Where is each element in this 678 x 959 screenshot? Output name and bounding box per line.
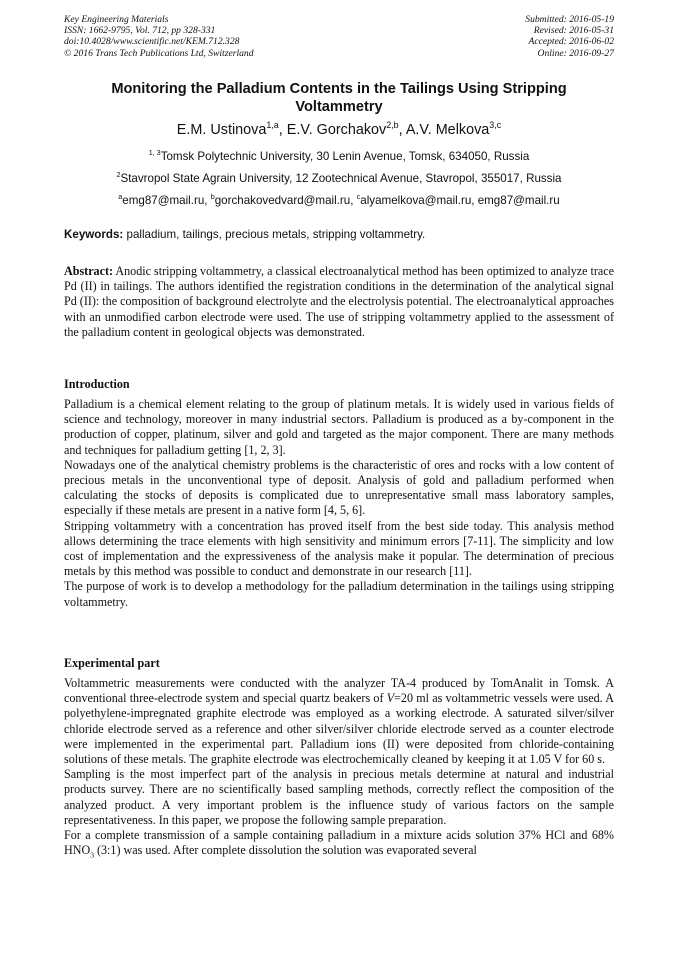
journal-copyright: © 2016 Trans Tech Publications Ltd, Switzerland [64, 47, 254, 59]
experimental-p1-part-b: =20 ml as voltammetric vessels were used. A polyethylene-impregnated graphite electrode was employed as a working electrode. A saturated silver/silver chloride electrode served as a reference and other silver/silver chloride electrode served as a counter electrode were implemented in the experimental part. Palladium ions (II) were deposited from chloride-containing solutions of these metals. The graphite electrode was electrochemically cleaned by keeping it at 1.05 V for 60 s. [64, 691, 614, 767]
author-emails [0, 194, 678, 207]
journal-doi: doi:10.4028/www.scientific.net/KEM.712.328 [64, 36, 240, 48]
introduction-body [64, 397, 614, 610]
experimental-p1-part-a: Voltammetric measurements were conducted with the analyzer TA-4 produced by TomAnalit in Tomsk. A conventional three-electrode system and special quartz beakers of [64, 676, 614, 706]
email-b: gorchakovedvard@mail.ru, [214, 194, 357, 207]
affiliation-1 [0, 150, 678, 163]
introduction-heading: Introduction [64, 377, 130, 391]
journal-name: Key Engineering Materials [64, 14, 169, 25]
experimental-paragraph-1 [64, 676, 614, 767]
keywords-label: Keywords: [64, 228, 124, 241]
author-3: A.V. Melkova [405, 122, 490, 138]
email-c: alyamelkova@mail.ru, emg87@mail.ru [360, 194, 560, 207]
email-b-mark: b [210, 192, 215, 202]
date-revised: Revised: 2016-05-31 [533, 25, 614, 37]
experimental-paragraph-3 [64, 828, 614, 858]
affiliation-2-text: Stavropol State Agrain University, 12 Zootechnical Avenue, Stavropol, 355017, Russia [120, 172, 562, 185]
introduction-paragraph-2: Nowadays one of the analytical chemistry problems is the characteristic of ores and rocks with a low content of precious metals in the unconventional type of deposit. Analysis of gold and palladium performed when calculating the stocks of deposits is complicated due to unrepresentative small mass laboratory samples, especially if these metals are present in a native form [4, 5, 6]. [64, 457, 614, 518]
author-1: E.M. Ustinova [176, 122, 267, 138]
experimental-heading: Experimental part [64, 656, 160, 670]
author-1-affiliation-mark: 1,a [266, 120, 279, 131]
abstract-text: Anodic stripping voltammetry, a classical electroanalytical method has been optimized to analyze trace Pd (II) in tailings. The authors identified the registration conditions in the determination of the analytical signal Pd (II): the composition of background electrolyte and the electrolysis potential. The electroanalytical approaches with an unmodified carbon electrode were used. The use of stripping voltammetry applied to the assessment of the palladium content in geological objects was demonstrated. [64, 264, 614, 339]
keywords-text: palladium, tailings, precious metals, stripping voltammetry. [123, 228, 426, 241]
affiliation-1-text: Tomsk Polytechnic University, 30 Lenin Avenue, Tomsk, 634050, Russia [160, 150, 530, 163]
title-line-2: Voltammetry [295, 99, 383, 115]
experimental-paragraph-2: Sampling is the most imperfect part of the analysis in precious metals determine at natural and industrial products survey. There are no scientifically based sampling methods, correctly reflect the composition of the analyzed product. A very important problem is the influence study of various factors on the sample representativeness. In this paper, we propose the following sample preparation. [64, 767, 614, 827]
title-line-1: Monitoring the Palladium Contents in the Tailings Using Stripping [111, 81, 567, 97]
email-a-mark: a [118, 192, 123, 202]
email-a: emg87@mail.ru, [122, 194, 211, 207]
experimental-p3-part-b: (3:1) was used. After complete dissolution the solution was evaporated several [93, 843, 477, 858]
abstract-label: Abstract: [64, 264, 114, 278]
author-2-affiliation-mark: 2,b [386, 120, 399, 131]
date-online: Online: 2016-09-27 [537, 47, 614, 59]
introduction-paragraph-1: Palladium is a chemical element relating to the group of platinum metals. It is widely used in various fields of science and technology, moreover in many industrial sectors. Palladium is produced as a by-component in the production of copper, platinum, silver and gold and targeted as the major component. There are many methods and techniques for palladium getting [1, 2, 3]. [64, 397, 614, 457]
abstract [64, 264, 614, 340]
journal-info [64, 14, 254, 59]
journal-issn: ISSN: 1662-9795, Vol. 712, pp 328-331 [64, 25, 216, 37]
volume-variable: V [386, 691, 395, 706]
paper-title [64, 80, 614, 116]
affiliation-1-mark: 1, 3 [148, 148, 161, 158]
author-list: E.M. Ustinova$^{1,a}$, E.V. Gorchakov$^{2,b}$, A.V. Melkova$^{3,c}$ [176, 120, 502, 138]
publication-dates [525, 14, 614, 59]
author-2: E.V. Gorchakov [286, 122, 387, 138]
introduction-paragraph-4: The purpose of work is to develop a methodology for the palladium determination in the tailings using stripping voltammetry. [64, 579, 614, 609]
affiliation-2-mark: 2 [116, 170, 121, 180]
introduction-paragraph-3: Stripping voltammetry with a concentration has proved itself from the best side today. This analysis method allows determining the trace elements with high sensitivity and minimum errors [7-11]. The simplicity and low cost of implementation and the expressiveness of the analysis make it popular. The determination of precious metals by this method was possible to conduct and demonstrate in our research [11]. [64, 518, 614, 579]
date-accepted: Accepted: 2016-06-02 [528, 36, 614, 48]
email-c-mark: c [356, 192, 361, 202]
experimental-p3-part-a: For a complete transmission of a sample containing palladium in a mixture acids solution 37% HCl and 68% HNO [64, 828, 614, 858]
date-submitted: Submitted: 2016-05-19 [525, 14, 614, 25]
affiliation-2 [0, 172, 678, 185]
experimental-body [64, 676, 614, 858]
keywords [64, 228, 614, 241]
author-3-affiliation-mark: 3,c [489, 120, 502, 131]
nitric-acid-subscript: 3 [90, 850, 94, 860]
